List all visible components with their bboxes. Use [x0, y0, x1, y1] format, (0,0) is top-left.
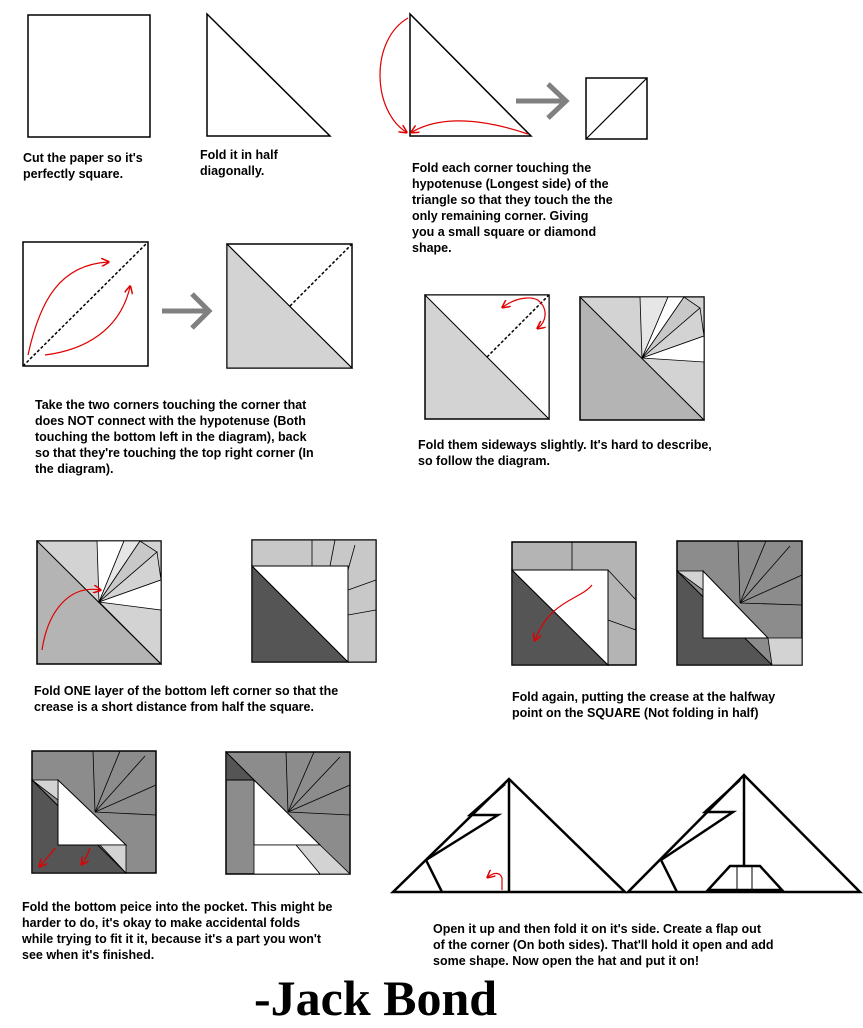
step8-fold-figure [32, 751, 350, 874]
step4-caption: Take the two corners touching the corner that does NOT connect with the hypotenuse (Both touching the bottom left in the diagram), back so that they're touching the top right corner (In the diagram). [35, 398, 314, 476]
step5-fold-figure [425, 295, 704, 420]
step3-caption: Fold each corner touching the hypotenuse (Longest side) of the triangle so that they touch the the only remaining corner. Giving you a small square or diamond shape. [412, 161, 613, 255]
step6-fold-figure [37, 540, 376, 664]
right-arrow-icon [162, 294, 209, 328]
step1-caption: Cut the paper so it's perfectly square. [23, 151, 143, 181]
step5-caption: Fold them sideways slightly. It's hard to describe, so follow the diagram. [418, 438, 712, 468]
step4-fold-figure [23, 242, 352, 368]
step6-caption: Fold ONE layer of the bottom left corner so that the crease is a short distance from half the square. [34, 684, 339, 714]
step7-fold-figure [512, 541, 802, 665]
step2-triangle-figure [207, 14, 330, 136]
step1-square-figure [28, 15, 150, 137]
step2-caption: Fold it in half diagonally. [200, 148, 278, 178]
step3-fold-figure [380, 14, 647, 139]
right-arrow-icon [516, 84, 566, 118]
step9-caption: Open it up and then fold it on it's side. Create a flap out of the corner (On both sides). That'll hold it open and add some shape. Now open the hat and put it on! [433, 922, 774, 968]
step7-caption: Fold again, putting the crease at the halfway point on the SQUARE (Not folding in half) [512, 690, 776, 720]
step9-hat-figure [393, 775, 860, 892]
fold-arrow-icon [380, 18, 408, 132]
author-signature: -Jack Bond [254, 970, 498, 1026]
step8-caption: Fold the bottom peice into the pocket. This might be harder to do, it's okay to make accidental folds while trying to fit it it, because it's a part you won't see when it's finished. [22, 900, 333, 962]
